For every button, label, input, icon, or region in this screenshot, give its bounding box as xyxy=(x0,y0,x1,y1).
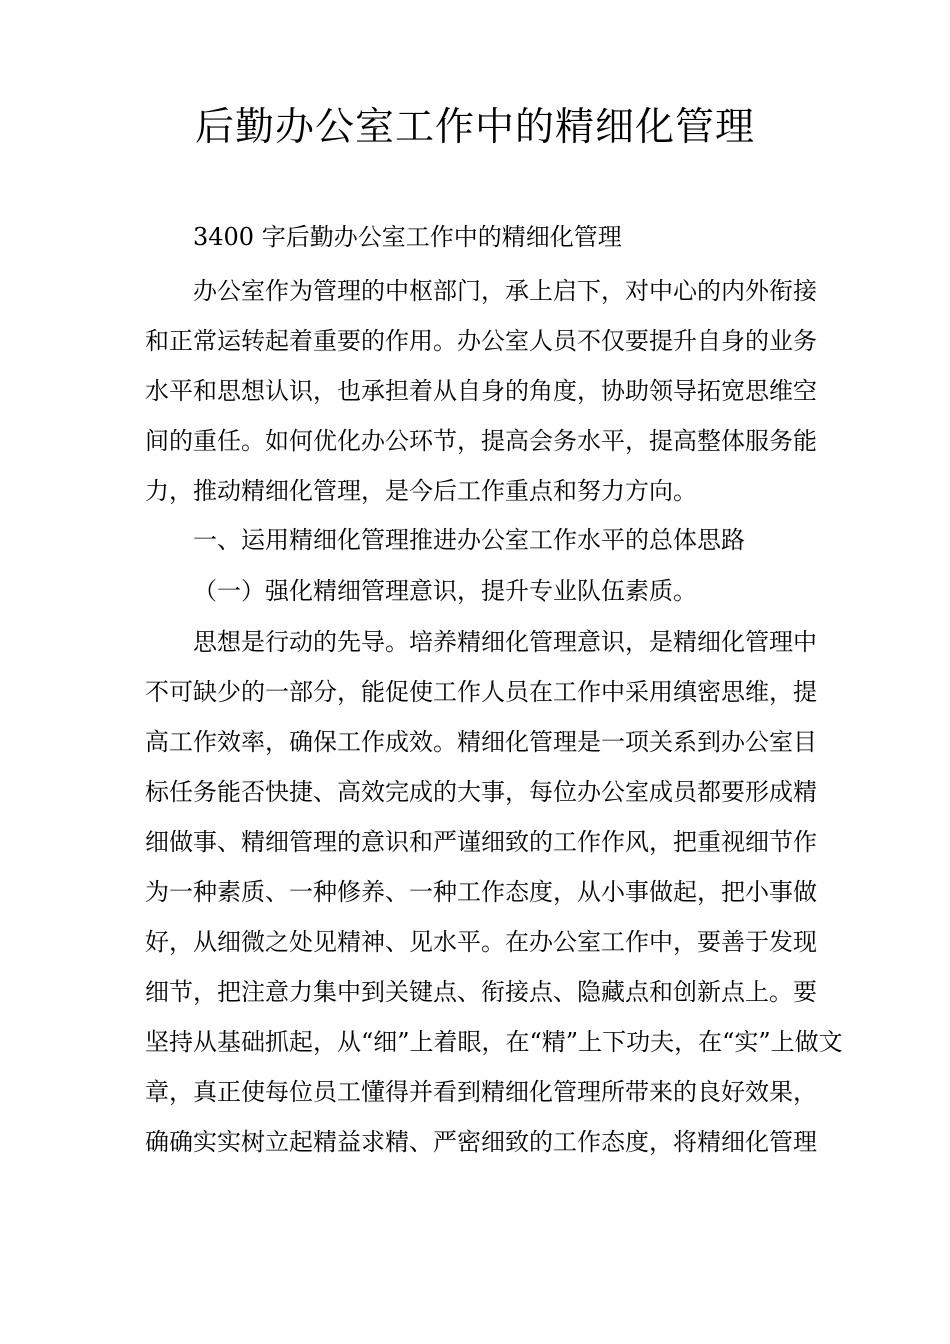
paragraph-body xyxy=(145,617,843,1167)
paragraph-line: 为一种素质、一种修养、一种工作态度，从小事做起，把小事做 xyxy=(145,878,817,906)
section-heading: 一、运用精细化管理推进办公室工作水平的总体思路 xyxy=(193,526,745,554)
paragraph-line: 细做事、精细管理的意识和严谨细致的工作作风，把重视细节作 xyxy=(145,828,817,856)
document-title: 后勤办公室工作中的精细化管理 xyxy=(194,105,755,150)
paragraph-line: 力，推动精细化管理，是今后工作重点和努力方向。 xyxy=(145,477,697,505)
paragraph-line: 间的重任。如何优化办公环节，提高会务水平，提高整体服务能 xyxy=(145,427,817,455)
paragraph-line: 办公室作为管理的中枢部门，承上启下，对中心的内外衔接 xyxy=(193,277,817,305)
paragraph-intro xyxy=(145,266,817,516)
paragraph-line: 高工作效率，确保工作成效。精细化管理是一项关系到办公室目 xyxy=(145,728,817,756)
subsection-heading: （一）强化精细管理意识，提升专业队伍素质。 xyxy=(193,577,697,605)
paragraph-line: 不可缺少的一部分，能促使工作人员在工作中采用缜密思维，提 xyxy=(145,678,817,706)
document-subtitle: 3400 字后勤办公室工作中的精细化管理 xyxy=(193,223,622,251)
paragraph-line: 和正常运转起着重要的作用。办公室人员不仅要提升自身的业务 xyxy=(145,327,817,355)
paragraph-line: 细节，把注意力集中到关键点、衔接点、隐藏点和创新点上。要 xyxy=(145,978,817,1006)
paragraph-line: 好，从细微之处见精神、见水平。在办公室工作中，要善于发现 xyxy=(145,928,817,956)
paragraph-line: 坚持从基础抓起，从“细”上着眼，在“精”上下功夫，在“实”上做文 xyxy=(145,1028,843,1056)
paragraph-line: 章，真正使每位员工懂得并看到精细化管理所带来的良好效果， xyxy=(145,1078,817,1106)
paragraph-line: 标任务能否快捷、高效完成的大事，每位办公室成员都要形成精 xyxy=(145,778,817,806)
paragraph-line: 水平和思想认识，也承担着从自身的角度，协助领导拓宽思维空 xyxy=(145,377,817,405)
paragraph-line: 确确实实树立起精益求精、严密细致的工作态度，将精细化管理 xyxy=(145,1128,817,1156)
paragraph-line: 思想是行动的先导。培养精细化管理意识，是精细化管理中 xyxy=(193,628,817,656)
